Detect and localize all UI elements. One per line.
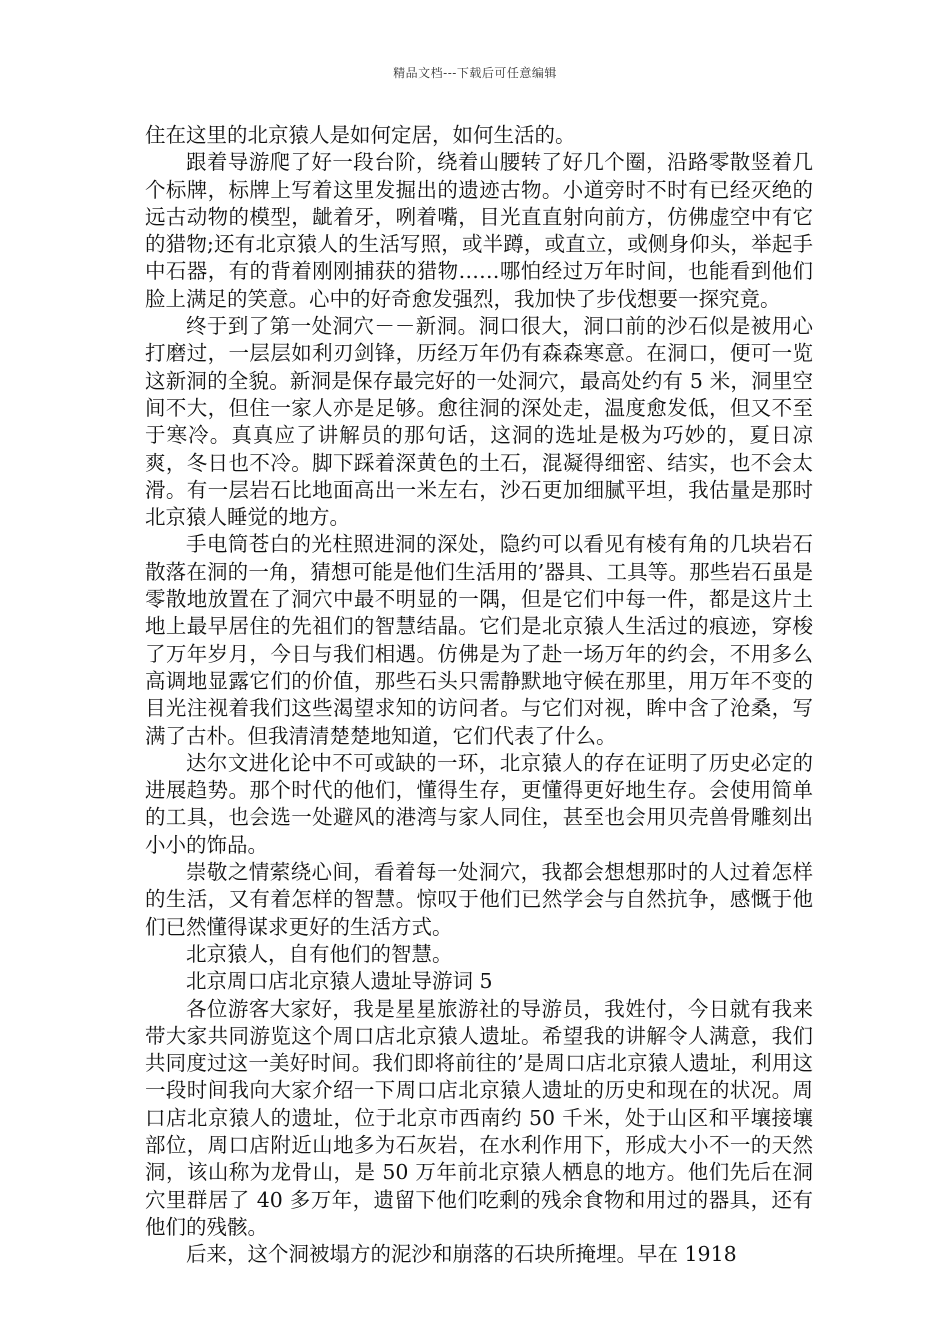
paragraph: 跟着导游爬了好一段台阶，绕着山腰转了好几个圈，沿路零散竖着几个标牌，标牌上写着这里发掘出的遗迹古物。小道旁时不时有已经灭绝的远古动物的模型，龇着牙，咧着嘴，目光直直射向前方，仿佛虚空中有它的猎物;还有北京猿人的生活写照，或半蹲，或直立，或侧身仰头，举起手中石器，有的背着刚刚捕获的猎物……哪怕经过万年时间，也能看到他们脸上满足的笑意。心中的好奇愈发强烈，我加快了步伐想要一探究竟。 [145,150,813,311]
paragraph: 后来，这个洞被塌方的泥沙和崩落的石块所掩埋。早在 1918 [186,1242,737,1267]
paragraph: 终于到了第一处洞穴－－新洞。洞口很大，洞口前的沙石似是被用心打磨过，一层层如利刃剑锋，历经万年仍有森森寒意。在洞口，便可一览这新洞的全貌。新洞是保存最完好的一处洞穴，最高处约有 5 米，洞里空间不大，但住一家人亦是足够。愈往洞的深处走，温度愈发低，但又不至于寒冷。真真应了讲解员的那句话，这洞的选址是极为巧妙的，夏日凉爽，冬日也不冷。脚下踩着深黄色的土石，混凝得细密、结实，也不会太滑。有一层岩石比地面高出一米左右，沙石更加细腻平坦，我估量是那时北京猿人睡觉的地方。 [145,314,813,530]
paragraph: 达尔文进化论中不可或缺的一环，北京猿人的存在证明了历史必定的进展趋势。那个时代的他们，懂得生存，更懂得更好地生存。会使用简单的工具，也会选一处避风的港湾与家人同住，甚至也会用贝壳兽骨雕刻出小小的饰品。 [145,750,813,857]
document-body [145,122,813,1268]
page-header: 精品文档---下载后可任意编辑 [393,66,557,80]
section-heading: 北京周口店北京猿人遗址导游词 5 [186,969,493,994]
paragraph: 手电筒苍白的光柱照进洞的深处，隐约可以看见有棱有角的几块岩石散落在洞的一角，猜想可能是他们生活用的’器具、工具等。那些岩石虽是零散地放置在了洞穴中最不明显的一隅，但是它们中每一件，都是这片土地上最早居住的先祖们的智慧结晶。它们是北京猿人生活过的痕迹，穿梭了万年岁月，今日与我们相遇。仿佛是为了赴一场万年的约会，不用多么高调地显露它们的价值，那些石头只需静默地守候在那里，用万年不变的目光注视着我们这些渴望求知的访问者。与它们对视，眸中含了沧桑，写满了古朴。但我清清楚楚地知道，它们代表了什么。 [145,532,813,748]
paragraph: 北京猿人，自有他们的智慧。 [186,941,453,966]
paragraph: 住在这里的北京猿人是如何定居，如何生活的。 [145,123,576,147]
paragraph: 各位游客大家好，我是星星旅游社的导游员，我姓付，今日就有我来带大家共同游览这个周口店北京猿人遗址。希望我的讲解令人满意，我们共同度过这一美好时间。我们即将前往的’是周口店北京猿人遗址，利用这一段时间我向大家介绍一下周口店北京猿人遗址的历史和现在的状况。周口店北京猿人的遗址，位于北京市西南约 50 千米，处于山区和平壤接壤部位，周口店附近山地多为石灰岩，在水利作用下，形成大小不一的天然洞，该山称为龙骨山，是 50 万年前北京猿人栖息的地方。他们先后在洞穴里群居了 40 多万年，遗留下他们吃剩的残余食物和用过的器具，还有他们的残骸。 [145,996,813,1239]
paragraph: 崇敬之情萦绕心间，看着每一处洞穴，我都会想想那时的人过着怎样的生活，又有着怎样的智慧。惊叹于他们已然学会与自然抗争，感慨于他们已然懂得谋求更好的生活方式。 [145,860,813,939]
